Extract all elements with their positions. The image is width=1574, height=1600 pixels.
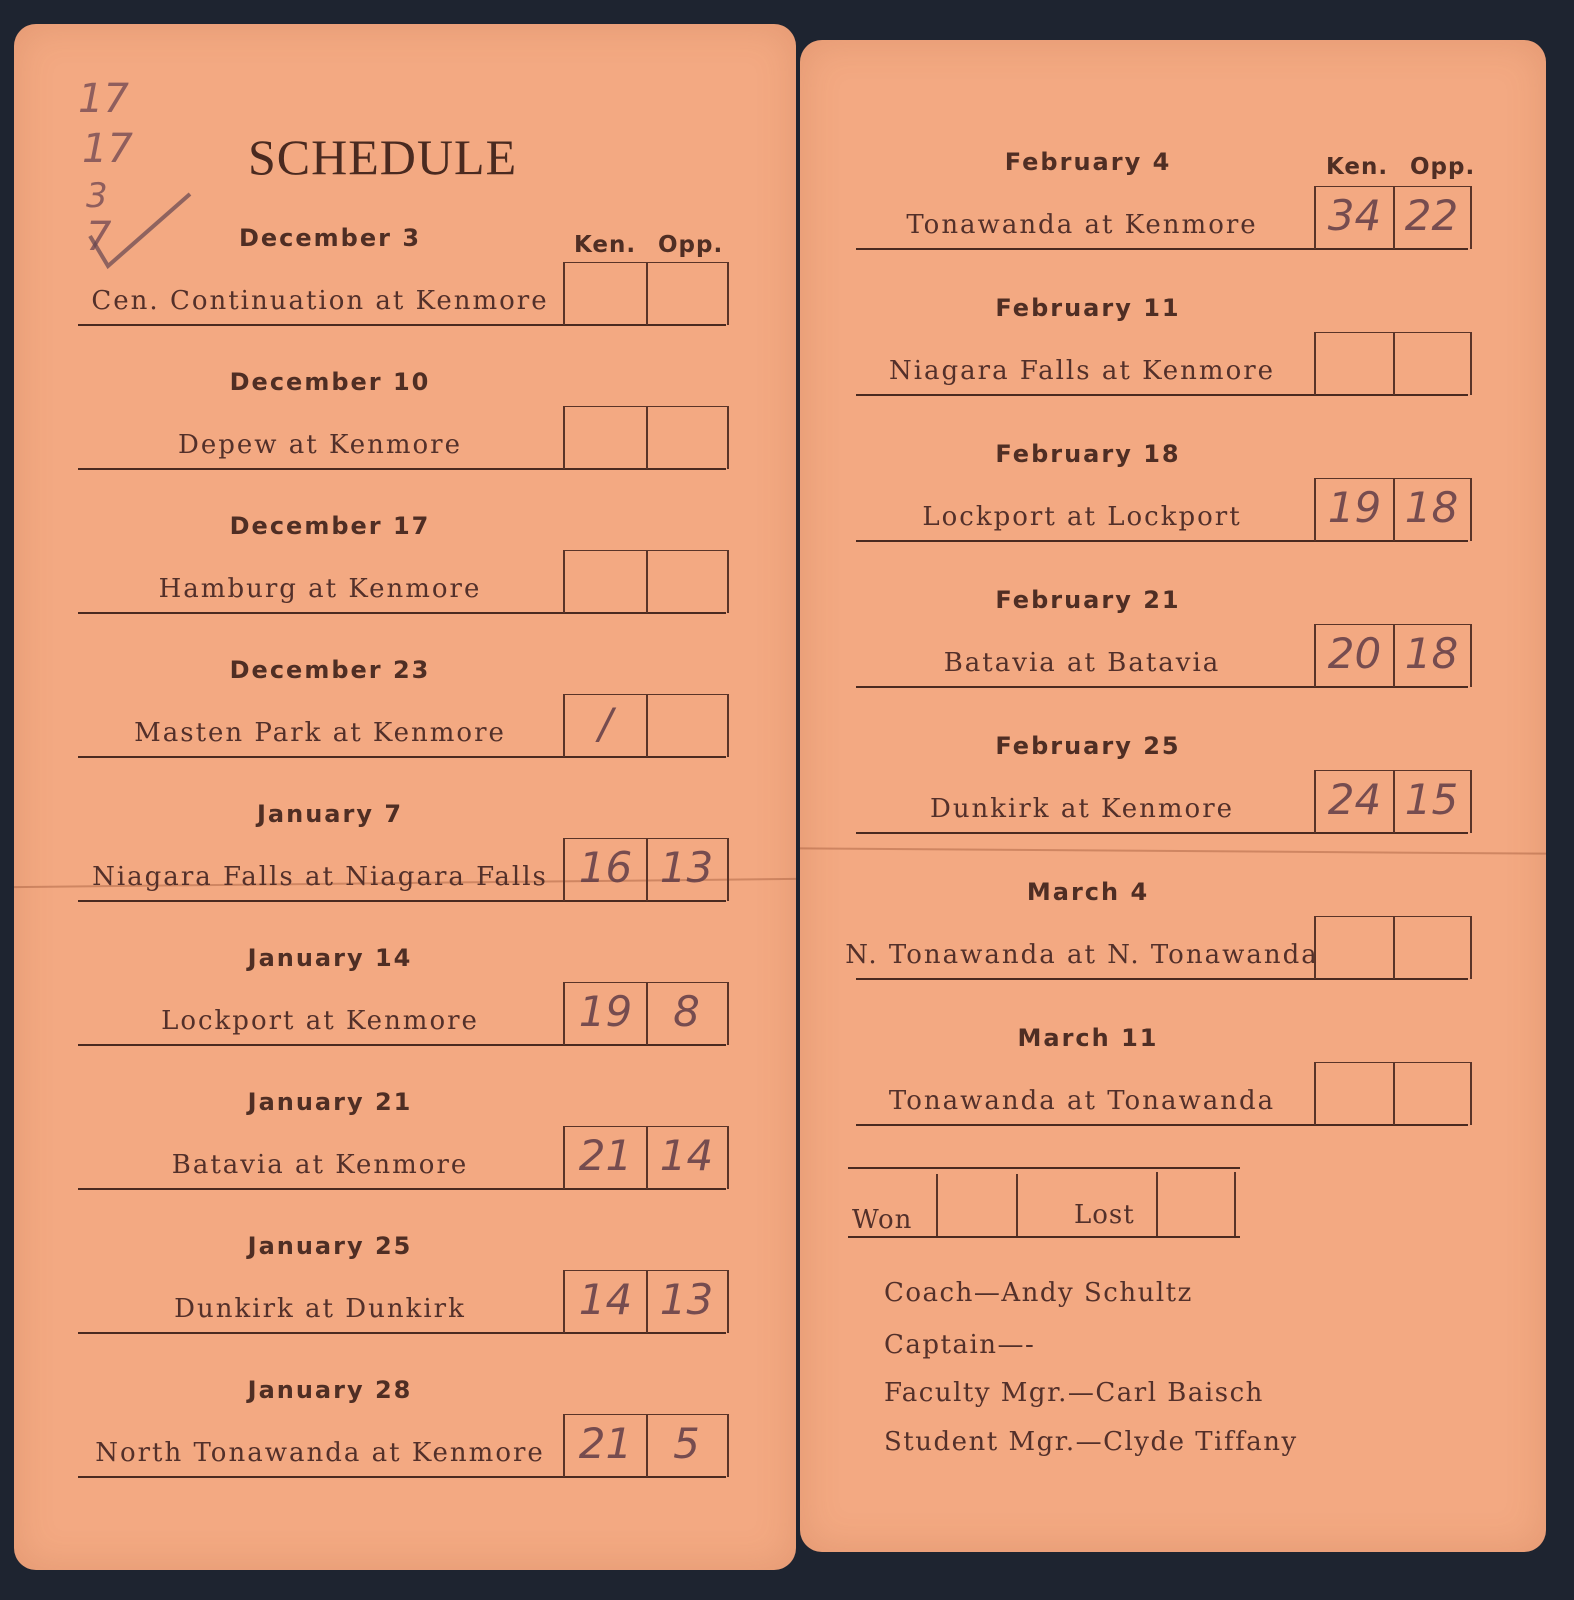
- score-box-divider: [1393, 1063, 1395, 1125]
- score-ken: /: [598, 699, 613, 748]
- game-matchup: Tonawanda at Kenmore: [906, 210, 1258, 240]
- score-box: [1314, 186, 1472, 249]
- captain-line: Captain—-: [884, 1330, 1036, 1360]
- score-box: [563, 982, 729, 1045]
- student-manager-line: Student Mgr.—Clyde Tiffany: [884, 1427, 1298, 1457]
- game-matchup: Hamburg at Kenmore: [158, 574, 482, 604]
- score-opp: 5: [673, 1419, 700, 1468]
- game-matchup: Dunkirk at Kenmore: [929, 794, 1235, 824]
- game-date: January 7: [256, 800, 404, 828]
- score-box: [1314, 478, 1472, 541]
- score-box: [563, 1126, 729, 1189]
- handwritten-note: 7: [86, 214, 112, 260]
- game-date: December 10: [229, 368, 431, 396]
- score-box-divider: [646, 263, 648, 325]
- game-matchup: Tonawanda at Tonawanda: [888, 1086, 1276, 1116]
- game-matchup: Batavia at Kenmore: [171, 1150, 469, 1180]
- game-date: February 25: [995, 732, 1181, 760]
- score-ken: 19: [578, 987, 633, 1036]
- score-box: [1314, 1062, 1472, 1125]
- record-bottom-rule: [848, 1236, 1240, 1238]
- game-date: December 3: [238, 224, 422, 252]
- score-ken: 19: [1327, 483, 1382, 532]
- score-ken: 16: [578, 843, 633, 892]
- game-date: March 11: [1017, 1024, 1159, 1052]
- score-ken: 21: [578, 1131, 633, 1180]
- score-box-divider: [646, 407, 648, 469]
- game-date: December 17: [229, 512, 431, 540]
- score-box: [563, 1270, 729, 1333]
- score-box-divider: [1393, 917, 1395, 979]
- game-date: March 4: [1026, 878, 1150, 906]
- score-opp: 8: [673, 987, 700, 1036]
- score-box: [563, 694, 729, 757]
- game-matchup: N. Tonawanda at N. Tonawanda: [845, 940, 1319, 970]
- schedule-title: SCHEDULE: [248, 129, 518, 185]
- score-box: [1314, 770, 1472, 833]
- score-opp: 18: [1404, 483, 1459, 532]
- score-box: [563, 262, 729, 325]
- lost-label: Lost: [1074, 1200, 1135, 1230]
- score-ken: 34: [1327, 191, 1382, 240]
- score-box: [563, 838, 729, 901]
- game-matchup: Lockport at Lockport: [922, 502, 1242, 532]
- game-matchup: Niagara Falls at Niagara Falls: [92, 862, 548, 892]
- game-date: February 18: [995, 440, 1181, 468]
- score-opp: 13: [659, 843, 714, 892]
- score-opp: 13: [659, 1275, 714, 1324]
- score-opp: 18: [1404, 629, 1459, 678]
- score-box-divider: [1393, 333, 1395, 395]
- handwritten-note: 3: [86, 176, 108, 216]
- score-box: [1314, 916, 1472, 979]
- score-opp: 14: [659, 1131, 714, 1180]
- won-label: Won: [852, 1205, 913, 1235]
- game-matchup: Lockport at Kenmore: [161, 1006, 479, 1036]
- game-date: January 28: [247, 1376, 413, 1404]
- game-date: February 4: [1004, 148, 1172, 176]
- record-box-won: [936, 1174, 1018, 1236]
- score-box: [563, 1414, 729, 1477]
- score-ken: 14: [578, 1275, 633, 1324]
- score-ken: 20: [1327, 629, 1382, 678]
- score-box: [563, 406, 729, 469]
- game-matchup: North Tonawanda at Kenmore: [95, 1438, 545, 1468]
- score-box-divider: [646, 551, 648, 613]
- game-date: February 21: [995, 586, 1181, 614]
- score-ken: 21: [578, 1419, 633, 1468]
- score-box: [563, 550, 729, 613]
- record-top-rule: [848, 1167, 1240, 1169]
- game-matchup: Depew at Kenmore: [178, 430, 462, 460]
- score-box: [1314, 332, 1472, 395]
- game-date: December 23: [229, 656, 431, 684]
- score-opp: 15: [1404, 775, 1459, 824]
- score-ken: 24: [1327, 775, 1382, 824]
- game-matchup: Masten Park at Kenmore: [134, 718, 506, 748]
- handwritten-note: 17: [78, 76, 129, 122]
- game-date: February 11: [995, 294, 1181, 322]
- game-matchup: Cen. Continuation at Kenmore: [91, 286, 549, 316]
- column-header-opp: Opp.: [658, 232, 724, 258]
- column-header-opp: Opp.: [1410, 154, 1476, 180]
- faculty-manager-line: Faculty Mgr.—Carl Baisch: [884, 1378, 1264, 1408]
- game-matchup: Niagara Falls at Kenmore: [888, 356, 1276, 386]
- column-header-ken: Ken.: [1326, 154, 1389, 180]
- score-box-divider: [646, 695, 648, 757]
- game-date: January 25: [247, 1232, 413, 1260]
- coach-line: Coach—Andy Schultz: [884, 1278, 1193, 1308]
- game-date: January 21: [247, 1088, 413, 1116]
- score-opp: 22: [1404, 191, 1459, 240]
- score-box: [1314, 624, 1472, 687]
- game-matchup: Batavia at Batavia: [943, 648, 1221, 678]
- game-matchup: Dunkirk at Dunkirk: [174, 1294, 466, 1324]
- handwritten-note: 17: [82, 126, 133, 172]
- column-header-ken: Ken.: [574, 232, 637, 258]
- check-mark-icon: [80, 186, 200, 276]
- game-date: January 14: [247, 944, 413, 972]
- record-box-lost: [1156, 1172, 1236, 1236]
